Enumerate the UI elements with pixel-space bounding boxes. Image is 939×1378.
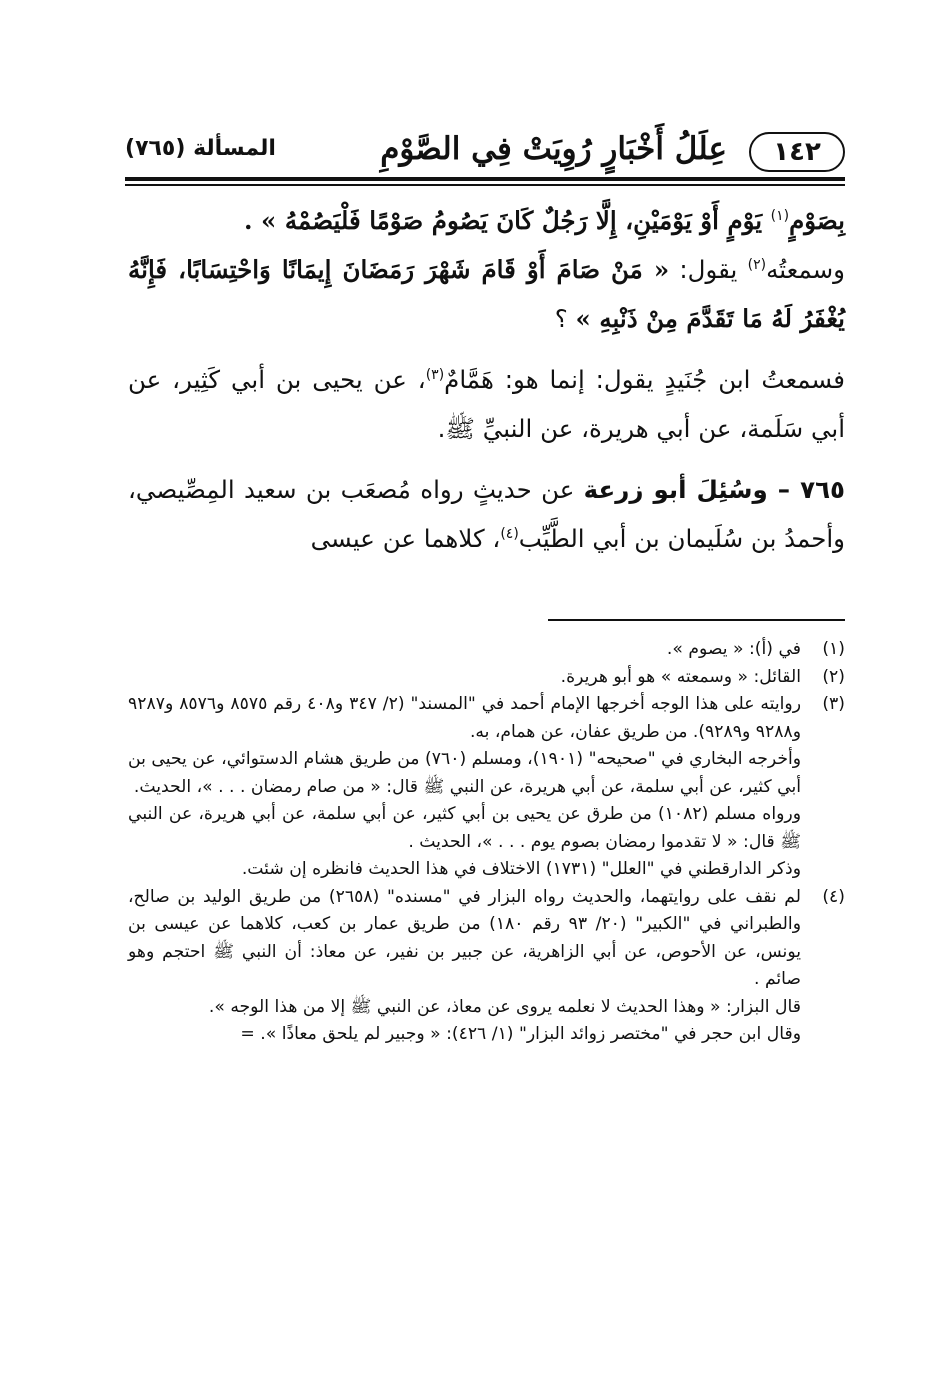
footnote-4 <box>128 884 845 1049</box>
footnote-line: قال البزار: « وهذا الحديث لا نعلمه يروى عن معاذ، عن النبي ﷺ إلا من هذا الوجه ». <box>208 996 801 1017</box>
book-title: عِلَلُ أَخْبَارٍ رُوِيَتْ فِي الصَّوْمِ <box>380 131 727 167</box>
footnote-3 <box>128 691 845 884</box>
narration-text: ، كلاهما عن عيسى <box>310 524 501 553</box>
issue-lead: ٧٦٥ – وسُئِلَ أبو زرعة <box>583 475 845 504</box>
footnote-line: القائل: « وسمعته » هو أبو هريرة. <box>560 666 801 687</box>
narration-text: فسمعتُ ابن جُنَيدٍ يقول: إنما هو: هَمَّامٌ <box>444 365 845 394</box>
hadith-text: يَوْمٍ أَوْ يَوْمَيْنِ، إِلَّا رَجُلٌ كَانَ يَصُومُ صَوْمًا فَلْيَصُمْهُ » . <box>244 206 771 235</box>
header-rule-thin <box>125 184 845 186</box>
footnote-line: ورواه مسلم (١٠٨٢) من طرق عن يحيى بن أبي كثير، عن أبي سلمة، عن أبي هريرة، عن النبي ﷺ قال: « لا تقدموا رمضان بصوم يوم . . . »، الحديث . <box>128 804 801 852</box>
paragraph-3 <box>128 355 845 453</box>
footnote-line: لم نقف على روايتهما، والحديث رواه البزار في "مسنده" (٢٦٥٨) من طريق الوليد بن صالح، والطبراني في "الكبير" (٢٠/ ٩٣ رقم ١٨٠) من طريق عمار بن كعب، كلاهما عن عيسى بن يونس، عن الأحوص، عن أبي الزاهرية، عن جبير بن نفير، عن معاذ: أن النبي ﷺ احتجم وهو صائم . <box>128 886 801 989</box>
footnote-line: وذكر الدارقطني في "العلل" (١٧٣١) الاختلاف في هذا الحديث فانظره إن شئت. <box>241 859 801 879</box>
main-text <box>128 196 845 563</box>
paragraph-2 <box>128 245 845 343</box>
narration-text: وسمعتُه <box>766 255 845 284</box>
footnote-separator <box>548 619 845 621</box>
hadith-quote: « مَنْ صَامَ أَوْ قَامَ شَهْرَ رَمَضَانَ إِيمَانًا وَاحْتِسَابًا، فَإِنَّهُ يُغْفَرُ لَهُ مَا تَقَدَّمَ مِنْ ذَنْبِهِ » <box>128 255 845 333</box>
page-header <box>125 125 845 177</box>
header-rule-thick <box>125 177 845 181</box>
footnote-number: (٣) <box>822 694 845 714</box>
footnote-number: (٤) <box>822 886 845 907</box>
footnote-number: (١) <box>822 639 845 659</box>
footnote-line: في (أ): « يصوم ». <box>666 639 801 659</box>
paragraph-4 <box>128 465 845 563</box>
footnote-line: روايته على هذا الوجه أخرجها الإمام أحمد في "المسند" (٢/ ٣٤٧ و٤٠٨ رقم ٨٥٧٥ و٨٥٧٦ و٩٢٨٧ و٩٢٨٨ و٩٢٨٩). من طريق عفان، عن همام، به. <box>128 694 801 742</box>
footnote-number: (٢) <box>822 666 845 687</box>
footnote-1 <box>128 636 845 664</box>
narration-text: عن حديثٍ رواه مُصعَب بن سعيد المِصِّيصي، وأحمدُ بن سُلَيمان بن أبي الطَّيِّب <box>128 475 845 553</box>
narration-text: يقول: <box>669 255 748 284</box>
footnote-line: وقال ابن حجر في "مختصر زوائد البزار" (١/ ٤٢٦): « وجبير لم يلحق معاذًا ». = <box>240 1024 801 1044</box>
issue-label: المسألة (٧٦٥) <box>125 136 276 161</box>
footnote-2 <box>128 664 845 692</box>
footnote-ref: (٤) <box>500 525 519 542</box>
footnote-ref: (١) <box>770 207 790 224</box>
paragraph-1 <box>128 196 845 245</box>
footnote-line: وأخرجه البخاري في "صحيحه" (١٩٠١)، ومسلم (٧٦٠) من طريق هشام الدستوائي، عن يحيى بن أبي كثير، عن أبي سلمة، عن أبي هريرة، عن النبي ﷺ قال: « من صام رمضان . . . »، الحديث. <box>128 749 802 797</box>
hadith-text: بِصَوْمٍ <box>789 206 845 235</box>
footnote-ref: (٣) <box>425 366 445 383</box>
page-number: ١٤٢ <box>749 132 845 172</box>
footnote-ref: (٢) <box>747 256 767 273</box>
narration-text: ، عن يحيى بن أبي كَثِير، عن أبي سَلَمة، عن أبي هريرة، عن النبيِّ ﷺ. <box>128 365 845 443</box>
narration-text: ؟ <box>554 304 576 333</box>
footnotes <box>128 636 845 1049</box>
